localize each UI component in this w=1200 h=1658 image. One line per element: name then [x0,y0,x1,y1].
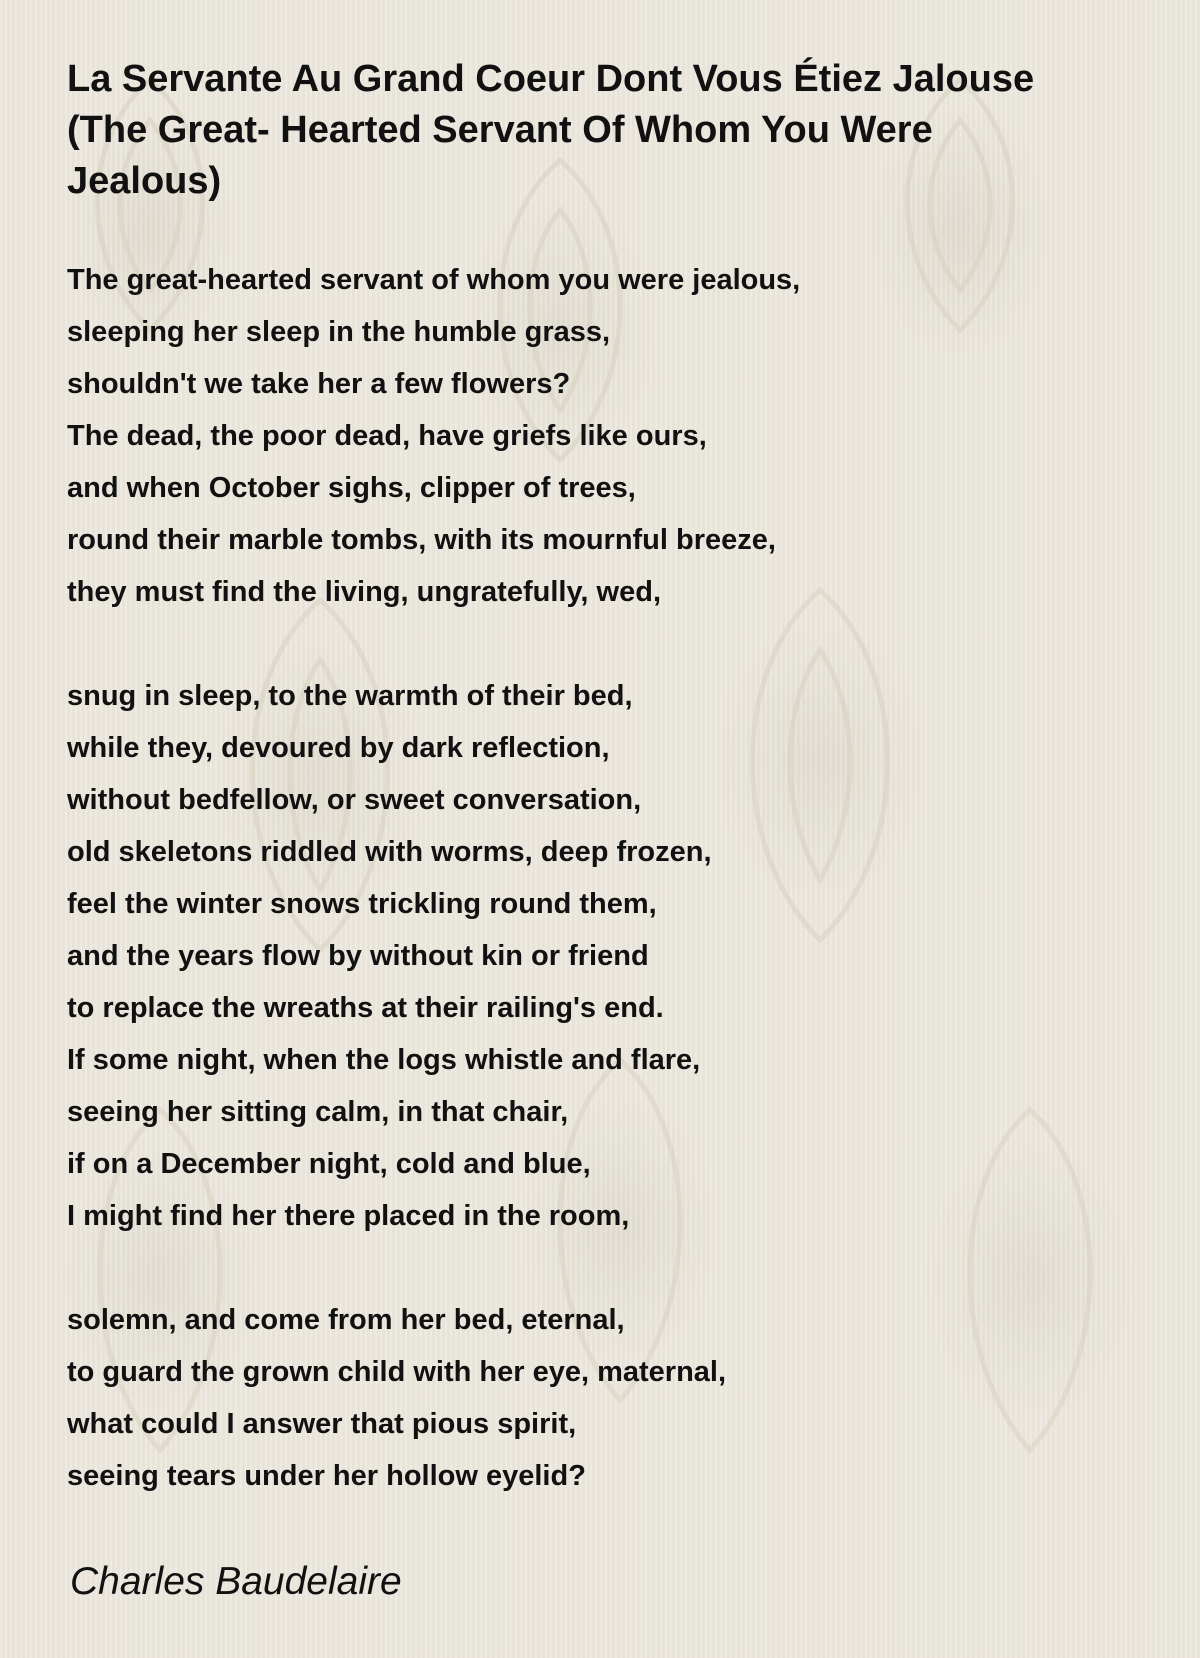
poem-line: solemn, and come from her bed, eternal, [67,1304,625,1336]
poem-line: what could I answer that pious spirit, [67,1408,577,1440]
poem-line: I might find her there placed in the room, [67,1200,630,1232]
poem-line: and the years flow by without kin or friend [67,940,649,972]
poem-line: to guard the grown child with her eye, maternal, [67,1356,727,1388]
poem-line: The great-hearted servant of whom you were jealous, [67,264,801,296]
poem-line: If some night, when the logs whistle and flare, [67,1044,701,1076]
poem-line: seeing her sitting calm, in that chair, [67,1096,569,1128]
poem-line: to replace the wreaths at their railing's end. [67,992,664,1024]
poem-line: feel the winter snows trickling round them, [67,888,657,920]
poem-body [67,254,1127,1502]
poem-line: without bedfellow, or sweet conversation, [67,784,642,816]
poem-line: sleeping her sleep in the humble grass, [67,316,611,348]
poem-line: they must find the living, ungratefully, wed, [67,576,662,608]
poem-line: if on a December night, cold and blue, [67,1148,591,1180]
poem-line: The dead, the poor dead, have griefs like ours, [67,420,707,452]
stanza-3 [67,1294,1127,1502]
poem-page [67,54,1127,1502]
poem-line: while they, devoured by dark reflection, [67,732,610,764]
poem-line: snug in sleep, to the warmth of their bed, [67,680,633,712]
poem-line: round their marble tombs, with its mournful breeze, [67,524,776,556]
poem-line: shouldn't we take her a few flowers? [67,368,571,400]
stanza-2 [67,670,1127,1242]
poem-line: old skeletons riddled with worms, deep frozen, [67,836,712,868]
poem-line: and when October sighs, clipper of trees, [67,472,636,504]
poem-line: seeing tears under her hollow eyelid? [67,1460,586,1492]
stanza-1 [67,254,1127,618]
poem-title: La Servante Au Grand Coeur Dont Vous Étiez Jalouse (The Great- Hearted Servant Of Whom You Were Jealous) [67,58,1035,202]
poem-author: Charles Baudelaire [70,1560,402,1603]
